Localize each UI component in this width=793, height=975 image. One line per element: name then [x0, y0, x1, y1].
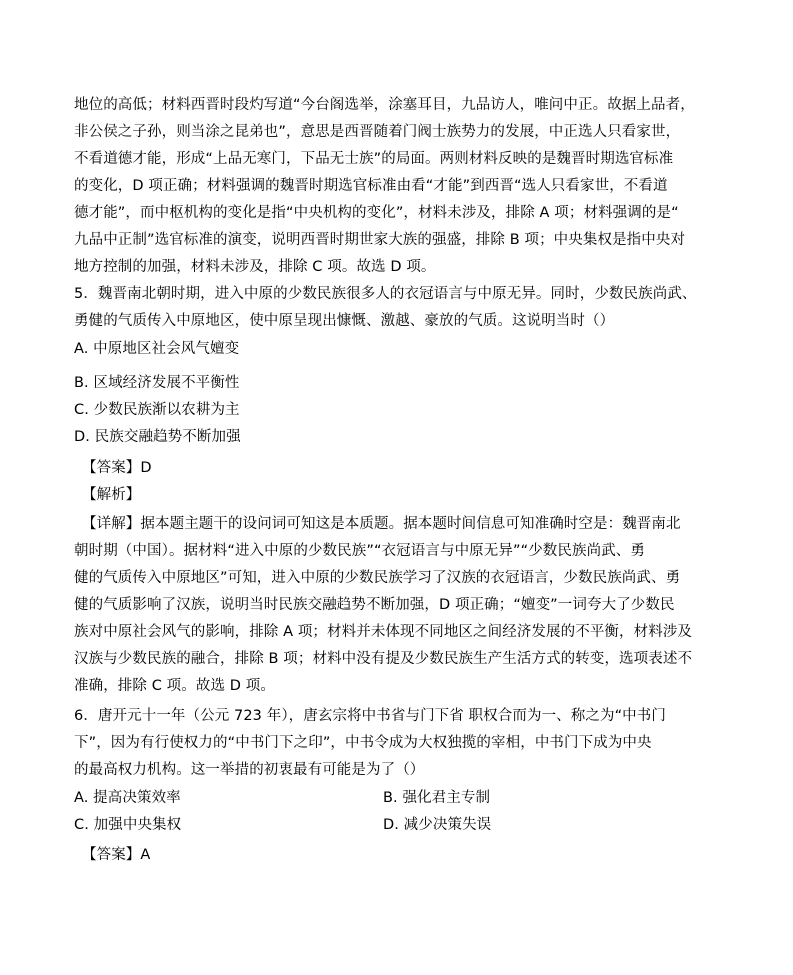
q5-option-b: B. 区域经济发展不平衡性	[74, 375, 240, 391]
q6-stem-line-3: 的最高权力机构。这一举措的初衷最有可能是为了（）	[74, 762, 425, 778]
q5-detail-line-4: 健的气质影响了汉族，说明当时民族交融趋势不断加强，D 项正确；“嬗变”一词夸大了少数民	[74, 597, 675, 613]
q4-explanation-line-5: 德才能”，而中枢机构的变化是指“中央机构的变化”，材料未涉及，排除 A 项；材料强调的是“	[74, 205, 679, 221]
q4-explanation-line-1: 地位的高低；材料西晋时段灼写道“今台阁选举，涂塞耳目，九品访人，唯问中正。故据上品者，	[74, 97, 695, 113]
q4-explanation-line-6: 九品中正制”选官标准的演变，说明西晋时期世家大族的强盛，排除 B 项；中央集权是指中央对	[74, 232, 686, 248]
q4-explanation-line-4: 的变化，D 项正确；材料强调的魏晋时期选官标准由看“才能”到西晋“选人只看家世，不看道	[74, 178, 668, 194]
q5-detail-line-7: 准确，排除 C 项。故选 D 项。	[74, 678, 275, 694]
q6-stem-line-1: 6．唐开元十一年（公元 723 年），唐玄宗将中书省与门下省 职权合而为一、称之为“中书门	[74, 708, 666, 724]
q5-detail-line-1: 【详解】据本题主题干的设问词可知这是本质题。据本题时间信息可知准确时空是：魏晋南北	[82, 516, 681, 532]
q5-detail-line-2: 朝时期（中国）。据材料“进入中原的少数民族”“衣冠语言与中原无异”“少数民族尚武、勇	[74, 543, 646, 559]
q5-detail-line-3: 健的气质传入中原地区”可知，进入中原的少数民族学习了汉族的衣冠语言，少数民族尚武、勇	[74, 570, 681, 586]
q5-option-d: D. 民族交融趋势不断加强	[74, 429, 241, 445]
q6-stem-line-2: 下”，因为有行使权力的“中书门下之印”，中书令成为大权独揽的宰相，中书门下成为中央	[74, 735, 652, 751]
q5-stem-line-2: 勇健的气质传入中原地区，使中原呈现出慷慨、激越、豪放的气质。这说明当时（）	[74, 313, 615, 329]
q5-answer: 【答案】D	[82, 460, 152, 476]
q4-explanation-line-7: 地方控制的加强，材料未涉及，排除 C 项。故选 D 项。	[74, 259, 436, 275]
q6-answer: 【答案】A	[82, 847, 151, 863]
q6-option-c: C. 加强中央集权	[74, 817, 182, 833]
q6-option-b: B. 强化君主专制	[383, 790, 491, 806]
q5-detail-line-5: 族对中原社会风气的影响，排除 A 项；材料并未体现不同地区之间经济发展的不平衡，材料涉及	[74, 624, 693, 640]
q5-stem-line-1: 5．魏晋南北朝时期，进入中原的少数民族很多人的衣冠语言与中原无异。同时，少数民族尚武、	[74, 286, 697, 302]
q5-option-c: C. 少数民族渐以农耕为主	[74, 402, 240, 418]
q4-explanation-line-3: 不看道德才能，形成“上品无寒门，下品无士族”的局面。两则材料反映的是魏晋时期选官标准	[74, 151, 674, 167]
q5-analysis-label: 【解析】	[82, 487, 141, 503]
q5-option-a: A. 中原地区社会风气嬗变	[74, 341, 240, 357]
q5-detail-line-6: 汉族与少数民族的融合，排除 B 项；材料中没有提及少数民族生产生活方式的转变，选项表述不	[74, 651, 693, 667]
q6-option-d: D. 减少决策失误	[383, 817, 492, 833]
q4-explanation-line-2: 非公侯之子孙，则当涂之昆弟也”，意思是西晋随着门阀士族势力的发展，中正选人只看家世，	[74, 124, 681, 140]
q6-option-a: A. 提高决策效率	[74, 790, 181, 806]
